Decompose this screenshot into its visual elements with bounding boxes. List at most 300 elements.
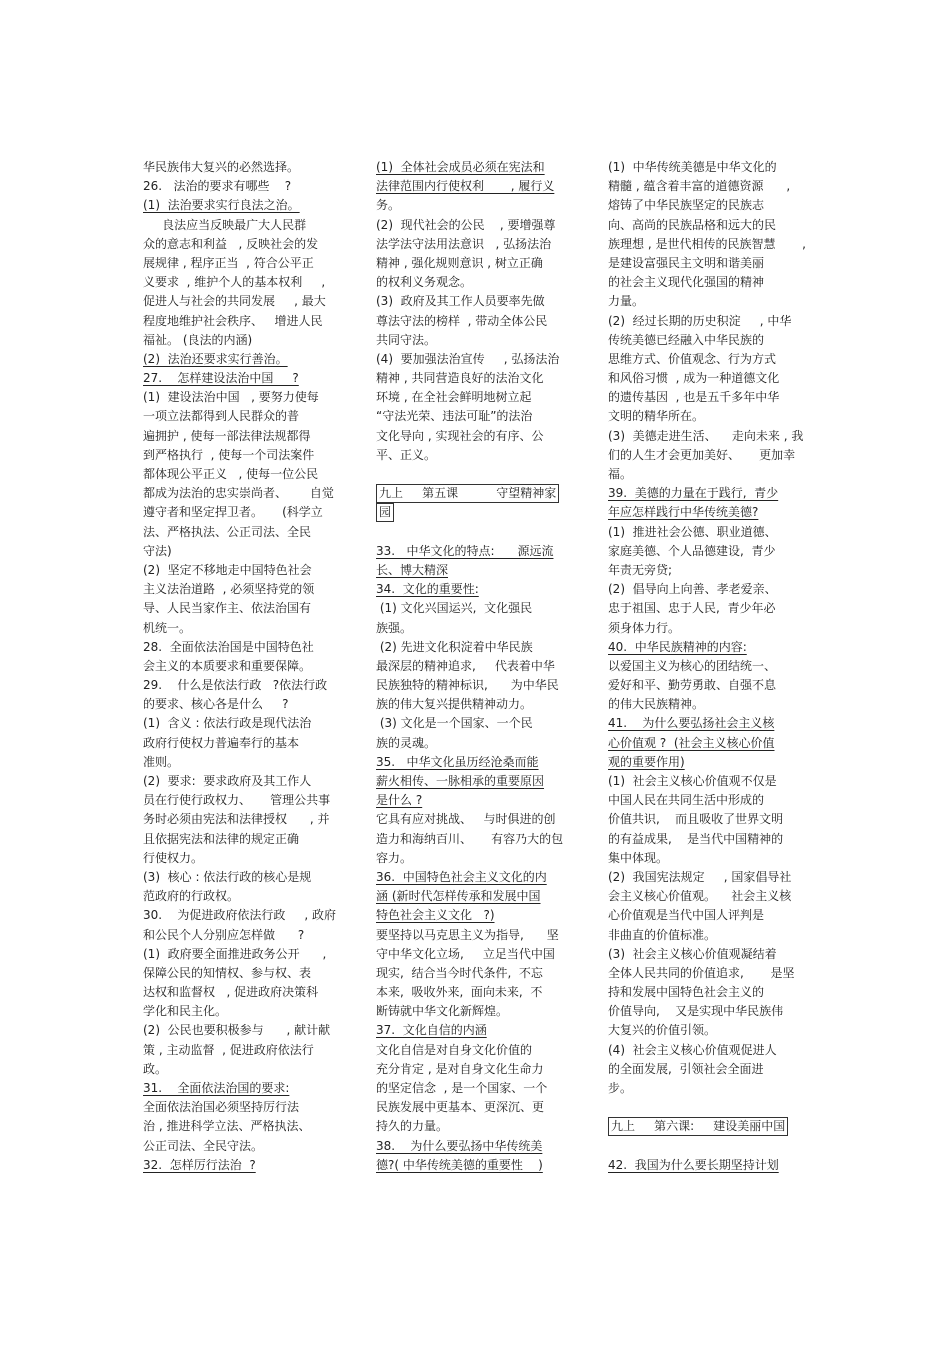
line-text: 长、博大精深 <box>376 562 449 577</box>
line-text: 达权和监督权 , 促进政府决策科 <box>143 985 319 1000</box>
line-text: 的社会主义现代化强国的精神 <box>608 275 765 290</box>
text-line <box>376 1041 581 1060</box>
line-text: 价值共识, 而且吸收了世界文明 <box>608 812 784 827</box>
text-line <box>376 523 581 542</box>
line-text: 员在行使行政权力、 管理公共事 <box>143 793 331 808</box>
line-text: 涵 (新时代怎样传承和发展中国 <box>376 889 541 904</box>
line-text: 现实, 结合当今时代条件, 不忘 <box>376 965 543 980</box>
line-text: 精神 , 共同营造良好的法治文化 <box>376 371 544 386</box>
line-text: 守法) <box>143 543 172 558</box>
text-line <box>376 753 581 772</box>
text-line <box>608 427 813 446</box>
text-line <box>143 523 353 542</box>
line-text: 的有益成果, 是当代中国精神的 <box>608 831 784 846</box>
line-text: 的全面发展, 引领社会全面进 <box>608 1061 764 1076</box>
line-text: 28. 全面依法治国是中国特色社 <box>143 639 314 654</box>
line-text: 是建设富强民主文明和谐美丽 <box>608 255 765 270</box>
text-line <box>143 561 353 580</box>
text-line <box>376 580 581 599</box>
text-line <box>376 542 581 561</box>
line-text: 机统一。 <box>143 620 192 635</box>
text-line <box>608 676 813 695</box>
text-line <box>608 388 813 407</box>
text-line <box>143 388 353 407</box>
line-text: (2) 要求: 要求政府及其工作人 <box>143 774 312 788</box>
line-text: 尊法守法的榜样 , 带动全体公民 <box>376 313 548 328</box>
text-line <box>376 369 581 388</box>
line-text: 38. 为什么要弘扬中华传统美 <box>376 1138 543 1153</box>
text-line <box>608 331 813 350</box>
line-text: (1) 中华传统美德是中华文化的 <box>608 160 777 174</box>
line-text: 价值导向, 又是实现中华民族伟 <box>608 1004 784 1019</box>
line-text: 福祉。 (良法的内涵) <box>143 332 253 347</box>
line-text: 特色社会主义文化 ?) <box>376 908 495 923</box>
line-text: 文明的精华所在。 <box>608 409 705 424</box>
line-text: 力量。 <box>608 294 645 309</box>
line-text: 精神 , 强化规则意识 , 树立正确 <box>376 255 543 270</box>
text-line <box>376 945 581 964</box>
line-text: 大复兴的价值引领。 <box>608 1023 717 1038</box>
line-text: 务时必须由宪法和法律授权 , 并 <box>143 812 330 827</box>
text-line <box>608 791 813 810</box>
lesson-heading: 九上 第六课: 建设美丽中国 <box>608 1117 788 1136</box>
text-column-left <box>143 158 353 1175</box>
text-line <box>376 446 581 465</box>
text-line <box>608 772 813 791</box>
text-line <box>143 1021 353 1040</box>
line-text: 要坚持以马克思主义为指导, 坚 <box>376 927 559 942</box>
line-text: 持久的力量。 <box>376 1119 449 1134</box>
text-line <box>376 657 581 676</box>
line-text: 它具有应对挑战、 与时俱进的创 <box>376 812 556 827</box>
line-text: (1) 含义 : 依法行政是现代法治 <box>143 716 312 731</box>
line-text: 断铸就中华文化新辉煌。 <box>376 1004 509 1019</box>
line-text: (1) 全体社会成员必须在宪法和 <box>376 160 545 174</box>
line-text: 持和发展中国特色社会主义的 <box>608 985 765 1000</box>
text-line <box>608 1117 813 1136</box>
text-line <box>608 273 813 292</box>
line-text: 32. 怎样厉行法治 ? <box>143 1157 256 1172</box>
line-text: (1) 建设法治中国 , 要努力使每 <box>143 390 319 405</box>
line-text: 精髓 , 蕴含着丰富的道德资源 , <box>608 179 791 194</box>
line-text: 29. 什么是依法行政 ?依法行政 <box>143 678 328 693</box>
text-line <box>376 868 581 887</box>
text-line <box>143 868 353 887</box>
text-line <box>376 196 581 215</box>
line-text: (2) 经过长期的历史积淀 , 中华 <box>608 313 792 328</box>
text-line <box>376 388 581 407</box>
lesson-heading: 九上 第五课 守望精神家 <box>376 484 559 503</box>
line-text: 良法应当反映最广大人民群 <box>143 217 307 232</box>
text-line <box>143 619 353 638</box>
line-text: 务。 <box>376 198 401 213</box>
text-line <box>376 887 581 906</box>
text-line <box>143 177 353 196</box>
text-line <box>143 810 353 829</box>
text-line <box>143 1079 353 1098</box>
line-text: 心价值观是当代中国人评判是 <box>608 908 765 923</box>
text-line <box>376 619 581 638</box>
line-text: 政。 <box>143 1061 168 1076</box>
text-line <box>608 350 813 369</box>
line-text: 41. 为什么要弘扬社会主义核 <box>608 716 775 731</box>
text-line <box>143 254 353 273</box>
text-line <box>143 791 353 810</box>
text-line <box>608 369 813 388</box>
line-text: 以爱国主义为核心的团结统一、 <box>608 658 777 673</box>
text-line <box>376 1098 581 1117</box>
text-line <box>376 254 581 273</box>
text-line <box>608 849 813 868</box>
text-line <box>376 906 581 925</box>
line-text: (2) 公民也要积极参与 , 献计献 <box>143 1023 331 1038</box>
line-text: 都成为法治的忠实崇尚者、 自觉 <box>143 486 334 501</box>
line-text: 策 , 主动监督 , 促进政府依法行 <box>143 1042 314 1057</box>
line-text: (2) 倡导向上向善、孝老爱亲、 <box>608 582 777 597</box>
text-line <box>608 868 813 887</box>
text-line <box>608 906 813 925</box>
text-line <box>608 1156 813 1175</box>
line-text: 会主义的本质要求和重要保障。 <box>143 658 312 673</box>
text-line <box>608 580 813 599</box>
line-text: 40. 中华民族精神的内容: <box>608 639 747 654</box>
text-line <box>143 906 353 925</box>
line-text: 到严格执行 , 使每一个司法案件 <box>143 447 315 462</box>
text-line <box>608 983 813 1002</box>
text-line <box>608 503 813 522</box>
text-line <box>608 1098 813 1117</box>
line-text: 35. 中华文化虽历经沧桑而能 <box>376 754 539 769</box>
text-line <box>143 158 353 177</box>
line-text: 展规律 , 程序正当 , 符合公平正 <box>143 255 314 270</box>
text-line <box>143 1060 353 1079</box>
line-text: 程度地维护社会秩序、 增进人民 <box>143 313 323 328</box>
line-text: 向、高尚的民族品格和远大的民 <box>608 217 777 232</box>
line-text: 民族独特的精神标识, 为中华民 <box>376 678 559 693</box>
text-line <box>376 772 581 791</box>
text-line <box>608 1002 813 1021</box>
text-line <box>376 849 581 868</box>
text-line <box>608 542 813 561</box>
text-line <box>143 580 353 599</box>
text-line <box>608 887 813 906</box>
line-text: 思维方式、价值观念、行为方式 <box>608 351 777 366</box>
text-line <box>376 1137 581 1156</box>
text-line <box>608 830 813 849</box>
line-text: 平、正义。 <box>376 447 437 462</box>
text-line <box>143 484 353 503</box>
text-line <box>608 1079 813 1098</box>
line-text: 族强。 <box>376 620 413 635</box>
line-text: 环境 , 在全社会鲜明地树立起 <box>376 390 532 405</box>
text-line <box>143 427 353 446</box>
lesson-heading: 园 <box>376 503 394 522</box>
text-line <box>608 926 813 945</box>
text-line <box>608 196 813 215</box>
text-line <box>608 523 813 542</box>
line-text: 30. 为促进政府依法行政 , 政府 <box>143 908 337 923</box>
line-text: 义要求 , 维护个人的基本权利 , <box>143 275 326 290</box>
text-line <box>143 465 353 484</box>
line-text: (2) 先进文化积淀着中华民族 <box>376 639 533 654</box>
text-line <box>608 561 813 580</box>
line-text: 的伟大民族精神。 <box>608 697 705 712</box>
line-text: 文化自信是对自身文化价值的 <box>376 1042 533 1057</box>
line-text: 年应怎样践行中华传统美德? <box>608 505 759 520</box>
text-line <box>376 1079 581 1098</box>
text-line <box>608 407 813 426</box>
line-text: 主义法治道路 , 必须坚持党的领 <box>143 582 315 597</box>
text-line <box>143 407 353 426</box>
line-text: (1) 文化兴国运兴, 文化强民 <box>376 601 533 616</box>
text-line <box>376 810 581 829</box>
line-text: 会主义核心价值观。 社会主义核 <box>608 889 792 904</box>
text-column-middle <box>376 158 581 1175</box>
text-line <box>143 273 353 292</box>
line-text: 全体人民共同的价值追求, 是坚 <box>608 965 795 980</box>
text-line <box>143 657 353 676</box>
line-text: 心价值观 ? (社会主义核心价值 <box>608 735 775 750</box>
text-line <box>143 926 353 945</box>
line-text: 保障公民的知情权、参与权、表 <box>143 965 312 980</box>
line-text: 31. 全面依法治国的要求: <box>143 1081 290 1095</box>
text-line <box>143 676 353 695</box>
text-line <box>143 734 353 753</box>
line-text: “守法光荣、违法可耻”的法治 <box>376 409 533 424</box>
line-text: (1) 政府要全面推进政务公开 , <box>143 946 327 961</box>
text-line <box>143 350 353 369</box>
text-line <box>143 772 353 791</box>
line-text: 的遗传基因 , 也是五千多年中华 <box>608 390 780 405</box>
text-line <box>376 638 581 657</box>
text-line <box>376 312 581 331</box>
text-line <box>143 331 353 350</box>
line-text: 年责无旁贷; <box>608 562 673 577</box>
text-line <box>608 1060 813 1079</box>
text-line <box>376 503 581 522</box>
line-text: 传统美德已经融入中华民族的 <box>608 332 765 347</box>
line-text: 造力和海纳百川、 有容乃大的包 <box>376 831 564 846</box>
text-line <box>376 676 581 695</box>
text-column-right <box>608 158 813 1175</box>
line-text: 福。 <box>608 467 633 481</box>
line-text: 族的灵魂。 <box>376 735 437 750</box>
line-text: 政府行使权力普遍奉行的基本 <box>143 735 300 750</box>
line-text: (2) 坚定不移地走中国特色社会 <box>143 562 312 577</box>
line-text: 民族发展中更基本、更深沉、更 <box>376 1100 545 1115</box>
line-text: 熔铸了中华民族坚定的民族志 <box>608 198 765 213</box>
line-text: 33. 中华文化的特点: 源远流 <box>376 543 554 558</box>
text-line <box>608 312 813 331</box>
text-line <box>376 1117 581 1136</box>
line-text: 是什么 ? <box>376 793 423 808</box>
text-line <box>143 695 353 714</box>
text-line <box>143 599 353 618</box>
text-line <box>376 734 581 753</box>
line-text: (1) 推进社会公德、职业道德、 <box>608 524 777 539</box>
text-line <box>608 292 813 311</box>
line-text: 最深层的精神追求, 代表着中华 <box>376 658 555 673</box>
text-line <box>608 216 813 235</box>
text-line <box>143 753 353 772</box>
line-text: (4) 要加强法治宣传 , 弘扬法治 <box>376 351 560 366</box>
line-text: 容力。 <box>376 850 413 865</box>
line-text: 遵守者和坚定捍卫者。 (科学立 <box>143 505 323 520</box>
text-line <box>143 714 353 733</box>
line-text: 非曲直的价值标准。 <box>608 927 717 942</box>
line-text: 众的意志和利益 , 反映社会的发 <box>143 236 319 251</box>
line-text: 华民族伟大复兴的必然选择。 <box>143 160 300 174</box>
line-text: 准则。 <box>143 754 180 769</box>
text-line <box>143 503 353 522</box>
line-text: 促进人与社会的共同发展 , 最大 <box>143 294 326 309</box>
text-line <box>376 1002 581 1021</box>
text-line <box>376 830 581 849</box>
text-line <box>608 810 813 829</box>
line-text: 导、人民当家作主、依法治国有 <box>143 601 312 616</box>
text-line <box>143 945 353 964</box>
line-text: (2) 法治还要求实行善治。 <box>143 351 288 366</box>
text-line <box>608 964 813 983</box>
text-line <box>608 945 813 964</box>
line-text: 39. 美德的力量在于践行, 青少 <box>608 486 779 501</box>
line-text: (1) 法治要求实行良法之治。 <box>143 198 300 213</box>
text-line <box>376 292 581 311</box>
line-text: 全面依法治国必须坚持厉行法 <box>143 1100 300 1115</box>
line-text: 34. 文化的重要性: <box>376 582 479 597</box>
text-line <box>376 964 581 983</box>
text-line <box>608 1137 813 1156</box>
line-text: (2) 现代社会的公民 , 要增强尊 <box>376 217 556 232</box>
line-text: 法律范围内行使权利 , 履行义 <box>376 179 555 194</box>
text-line <box>608 1041 813 1060</box>
text-line <box>376 465 581 484</box>
text-line <box>608 714 813 733</box>
line-text: 德?( 中华传统美德的重要性 ) <box>376 1157 543 1172</box>
text-line <box>143 216 353 235</box>
text-line <box>376 926 581 945</box>
line-text: 家庭美德、个人品德建设, 青少 <box>608 543 776 558</box>
text-line <box>608 177 813 196</box>
text-line <box>143 964 353 983</box>
line-text: 集中体现。 <box>608 850 669 865</box>
line-text: 忠于祖国、忠于人民, 青少年必 <box>608 601 776 616</box>
line-text: 36. 中国特色社会主义文化的内 <box>376 869 547 884</box>
text-line <box>608 734 813 753</box>
text-line <box>608 695 813 714</box>
text-line <box>143 292 353 311</box>
line-text: 都体现公平正义 , 使每一位公民 <box>143 467 319 481</box>
text-line <box>608 235 813 254</box>
text-line <box>376 427 581 446</box>
text-line <box>143 983 353 1002</box>
text-line <box>143 196 353 215</box>
line-text: 公正司法、全民守法。 <box>143 1138 264 1153</box>
text-line <box>608 484 813 503</box>
text-line <box>143 235 353 254</box>
text-line <box>376 331 581 350</box>
text-line <box>143 1137 353 1156</box>
text-line <box>143 638 353 657</box>
text-line <box>143 446 353 465</box>
text-line <box>143 1117 353 1136</box>
text-line <box>608 619 813 638</box>
line-text: (3) 社会主义核心价值观凝结着 <box>608 946 777 961</box>
line-text: 一项立法都得到人民群众的普 <box>143 409 300 424</box>
text-line <box>376 177 581 196</box>
text-line <box>376 1021 581 1040</box>
text-line <box>608 254 813 273</box>
text-line <box>143 542 353 561</box>
line-text: 的坚定信念 , 是一个国家、一个 <box>376 1081 548 1095</box>
line-text: 和公民个人分别应怎样做 ? <box>143 927 305 942</box>
text-line <box>376 714 581 733</box>
line-text: 充分肯定 , 是对自身文化生命力 <box>376 1061 544 1076</box>
text-line <box>376 350 581 369</box>
line-text: 中国人民在共同生活中形成的 <box>608 793 765 808</box>
text-line <box>376 1060 581 1079</box>
line-text: 法、严格执法、公正司法、全民 <box>143 524 312 539</box>
text-line <box>376 235 581 254</box>
line-text: 和风俗习惯 , 成为一种道德文化 <box>608 371 780 386</box>
text-line <box>608 753 813 772</box>
text-line <box>376 599 581 618</box>
line-text: 爱好和平、勤劳勇敢、自强不息 <box>608 678 777 693</box>
line-text: 步。 <box>608 1081 633 1095</box>
text-line <box>376 1156 581 1175</box>
line-text: 们的人生才会更加美好、 更加幸 <box>608 447 796 462</box>
line-text: 42. 我国为什么要长期坚持计划 <box>608 1157 779 1172</box>
line-text: (3) 文化是一个国家、一个民 <box>376 716 533 731</box>
text-line <box>376 983 581 1002</box>
line-text: (3) 美德走进生活、 走向未来 , 我 <box>608 428 804 443</box>
text-line <box>376 273 581 292</box>
text-line <box>608 638 813 657</box>
text-line <box>143 369 353 388</box>
line-text: 26. 法治的要求有哪些 ? <box>143 179 292 194</box>
text-line <box>376 791 581 810</box>
text-line <box>376 216 581 235</box>
text-line <box>376 484 581 503</box>
line-text: 法学法守法用法意识 , 弘扬法治 <box>376 236 552 251</box>
text-line <box>143 887 353 906</box>
line-text: 文化导向 , 实现社会的有序、公 <box>376 428 544 443</box>
line-text: 的要求、核心各是什么 ? <box>143 697 289 712</box>
text-line <box>608 657 813 676</box>
line-text: 遍拥护 , 使每一部法律法规都得 <box>143 428 311 443</box>
line-text: 观的重要作用) <box>608 754 685 769</box>
line-text: (3) 政府及其工作人员要率先做 <box>376 294 545 309</box>
text-line <box>608 599 813 618</box>
text-line <box>608 446 813 465</box>
line-text: 须身体力行。 <box>608 620 681 635</box>
line-text: 27. 怎样建设法治中国 ? <box>143 371 299 386</box>
line-text: 族的伟大复兴提供精神动力。 <box>376 697 533 712</box>
line-text: (3) 核心 : 依法行政的核心是规 <box>143 869 312 884</box>
line-text: 薪火相传、一脉相承的重要原因 <box>376 774 545 788</box>
line-text: 治 , 推进科学立法、严格执法、 <box>143 1119 311 1134</box>
text-line <box>143 830 353 849</box>
text-line <box>376 158 581 177</box>
line-text: 族理想 , 是世代相传的民族智慧 , <box>608 236 806 251</box>
text-line <box>143 1002 353 1021</box>
line-text: (4) 社会主义核心价值观促进人 <box>608 1042 777 1057</box>
text-line <box>608 158 813 177</box>
line-text: 守中华文化立场, 立足当代中国 <box>376 946 555 961</box>
line-text: 学化和民主化。 <box>143 1004 228 1019</box>
line-text: 范政府的行政权。 <box>143 889 240 904</box>
line-text: (2) 我国宪法规定 , 国家倡导社 <box>608 869 792 884</box>
